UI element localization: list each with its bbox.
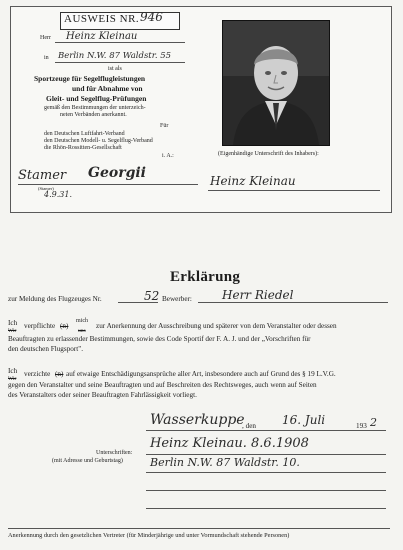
bewerber-line — [198, 302, 388, 303]
verpflichte: verpflichte — [24, 322, 56, 330]
verband-1: den Deutschen Luftfahrt-Verband — [44, 131, 125, 137]
ich-2: Ich — [8, 367, 18, 375]
holder-address: Berlin N.W. 87 Waldstr. 55 — [58, 51, 172, 61]
herr-line — [55, 42, 185, 43]
signature-line-4 — [146, 508, 386, 509]
para1-line2: Beauftragten zu erlassender Bestimmungen, sowie des Code Sportif der F. A. J. und der „Vorschriften für — [8, 335, 311, 343]
bewerber-label: Bewerber: — [162, 295, 192, 303]
ist-als: ist als — [108, 66, 122, 72]
signature-stamer: Stamer — [18, 168, 67, 183]
holder-signature-line — [208, 190, 380, 191]
ausweis-label: AUSWEIS NR. — [64, 13, 140, 25]
in-label: in — [44, 55, 49, 61]
verband-2: den Deutschen Modell- u. Segelflug-Verband — [44, 138, 153, 144]
ausweis-number: 946 — [140, 10, 163, 24]
holder-photo — [222, 20, 330, 146]
footer-note: Anerkennung durch den gesetzlichen Vertreter (für Minderjährige und unter Vormundschaft stehende Personen) — [8, 532, 290, 539]
flugzeug-nr: 52 — [144, 289, 160, 303]
unterschriften-label: Unterschriften: — [96, 450, 133, 456]
para2-line2: gegen den Veranstalter und seine Beauftragten und auf Beschreiten des Rechtsweges, auch wenn auf Seiten — [8, 381, 317, 389]
signature-line-1 — [146, 454, 386, 455]
wir-2: Wir — [8, 376, 17, 382]
ia-label: i. A.: — [162, 153, 174, 159]
verband-3: die Rhön-Rossitten-Gesellschaft — [44, 145, 122, 151]
signature-address: Berlin N.W. 87 Waldstr. 10. — [150, 456, 300, 469]
signature-line-3 — [146, 490, 386, 491]
fuer-label: Für — [160, 123, 169, 129]
footer-line — [8, 528, 390, 529]
heading-2: und für Abnahme von — [72, 84, 143, 93]
bewerber-name: Herr Riedel — [222, 288, 294, 302]
meldung-label: zur Meldung des Flugzeuges Nr. — [8, 295, 102, 303]
address-line — [55, 62, 185, 63]
place: Wasserkuppe — [150, 412, 245, 428]
verzichte: verzichte — [24, 370, 51, 378]
signature-line-2 — [146, 472, 386, 473]
n-suffix-1: (n) — [60, 322, 69, 330]
para1-line3: den deutschen Flugsport". — [8, 345, 83, 353]
signature-stamer-caption: (Stamer) — [38, 186, 54, 191]
mit-adresse-label: (mit Adresse und Geburtstag) — [52, 458, 123, 464]
signature-georgii: Georgii — [88, 165, 147, 181]
signature-line-left — [18, 184, 198, 185]
card-date: 4.9.31. — [44, 190, 72, 199]
heading-3: Gleit- und Segelflug-Prüfungen — [46, 94, 147, 103]
n-suffix-2: (n) — [55, 370, 64, 378]
signature-name-birthdate: Heinz Kleinau. 8.6.1908 — [150, 436, 309, 451]
day-month: 16. Juli — [282, 413, 326, 427]
para2-line3: des Veranstalters oder seiner Beauftragten Fahrlässigkeit vorliegt. — [8, 391, 197, 399]
wir-1: Wir — [8, 328, 17, 334]
gemaess-line-2: neten Verbänden anerkannt. — [60, 112, 127, 118]
place-date-line — [146, 430, 386, 431]
erklaerung-title: Erklärung — [170, 269, 241, 285]
portrait-image — [223, 21, 329, 145]
herr-label: Herr — [40, 35, 51, 41]
ich-1: Ich — [8, 319, 18, 327]
den-label: , den — [242, 422, 256, 430]
para2-line1: auf etwaige Entschädigungsansprüche aller Art, insbesondere auch auf Grund des § 19 L.V.G. — [66, 370, 336, 378]
year-handwritten: 2 — [370, 416, 377, 429]
holder-signature-caption: (Eigenhändige Unterschrift des Inhabers): — [218, 151, 319, 157]
uns-1: uns — [78, 328, 86, 334]
para1-line1: zur Anerkennung der Ausschreibung und späterer von dem Veranstalter oder dessen — [96, 322, 337, 330]
year-printed: 193 — [356, 422, 367, 430]
gemaess-line-1: gemäß den Bestimmungen der unterzeich- — [44, 105, 146, 111]
holder-signature: Heinz Kleinau — [210, 174, 296, 188]
heading-1: Sportzeuge für Segelflugleistungen — [34, 74, 146, 83]
mich: mich — [76, 318, 88, 324]
herr-name: Heinz Kleinau — [66, 31, 138, 42]
